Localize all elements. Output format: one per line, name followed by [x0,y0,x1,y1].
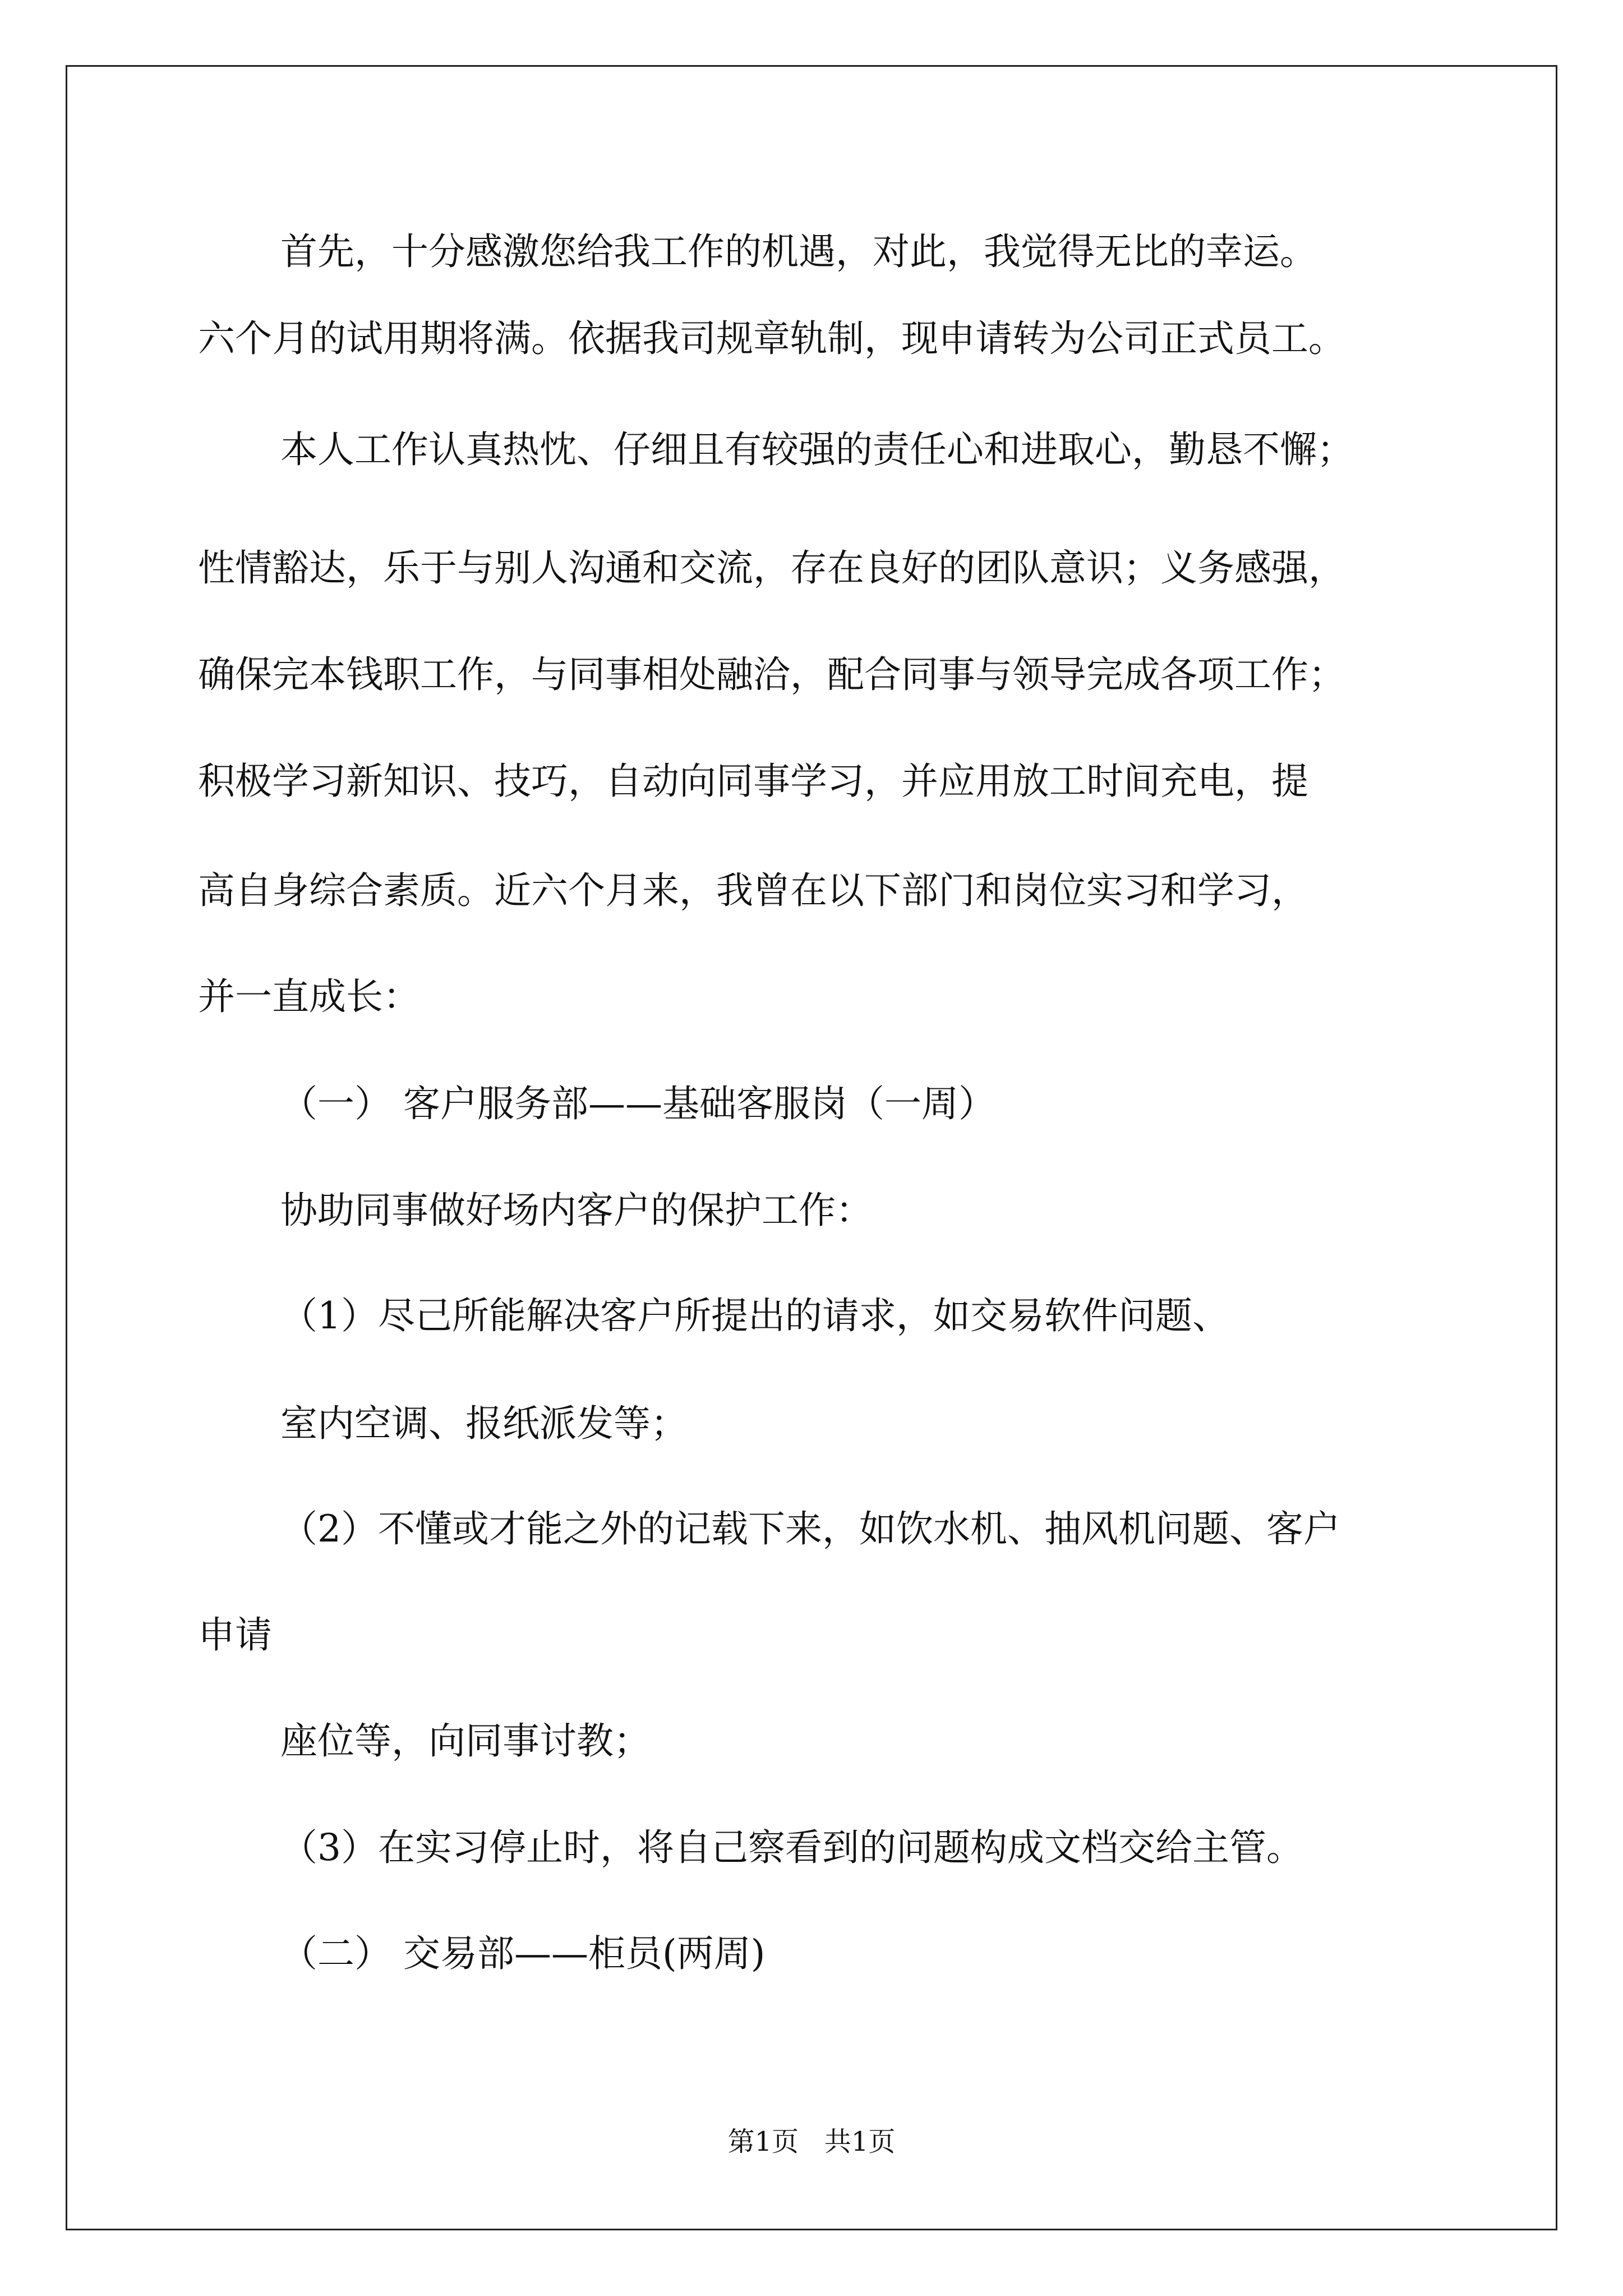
paragraph-line-10: 协助同事做好场内客户的保护工作： [280,1189,873,1232]
paragraph-line-1: 首先，十分感激您给我工作的机遇，对此，我觉得无比的幸运。 [280,230,1317,273]
list-item-2-cont-1: 申请 [198,1613,272,1657]
paragraph-line-6: 积极学习新知识、技巧，自动向同事学习，并应用放工时间充电，提 [198,760,1308,803]
list-item-2-cont-2: 座位等，向同事讨教； [280,1719,651,1763]
page-number-footer: 第1页 共1页 [727,2126,896,2157]
section-heading-1: （一） 客户服务部——基础客服岗（一周） [280,1082,995,1125]
list-item-1: （1）尽己所能解决客户所提出的请求，如交易软件问题、 [280,1294,1229,1337]
paragraph-line-4: 性情豁达，乐于与别人沟通和交流，存在良好的团队意识；义务感强， [198,546,1345,590]
list-item-1-cont: 室内空调、报纸派发等； [280,1402,688,1445]
section-heading-2: （二） 交易部——柜员(两周) [280,1932,766,1975]
paragraph-line-8: 并一直成长： [198,975,420,1018]
paragraph-line-2: 六个月的试用期将满。依据我司规章轨制，现申请转为公司正式员工。 [198,317,1345,360]
list-item-3: （3）在实习停止时，将自己察看到的问题构成文档交给主管。 [280,1826,1303,1869]
page-border [66,65,1557,2230]
paragraph-line-7: 高自身综合素质。近六个月来，我曾在以下部门和岗位实习和学习， [198,869,1308,912]
paragraph-line-5: 确保完本钱职工作，与同事相处融洽，配合同事与领导完成各项工作； [198,653,1345,696]
list-item-2: （2）不懂或才能之外的记载下来，如饮水机、抽风机问题、客户 [280,1507,1340,1550]
paragraph-line-3: 本人工作认真热忱、仔细且有较强的责任心和进取心，勤恳不懈； [280,428,1354,471]
